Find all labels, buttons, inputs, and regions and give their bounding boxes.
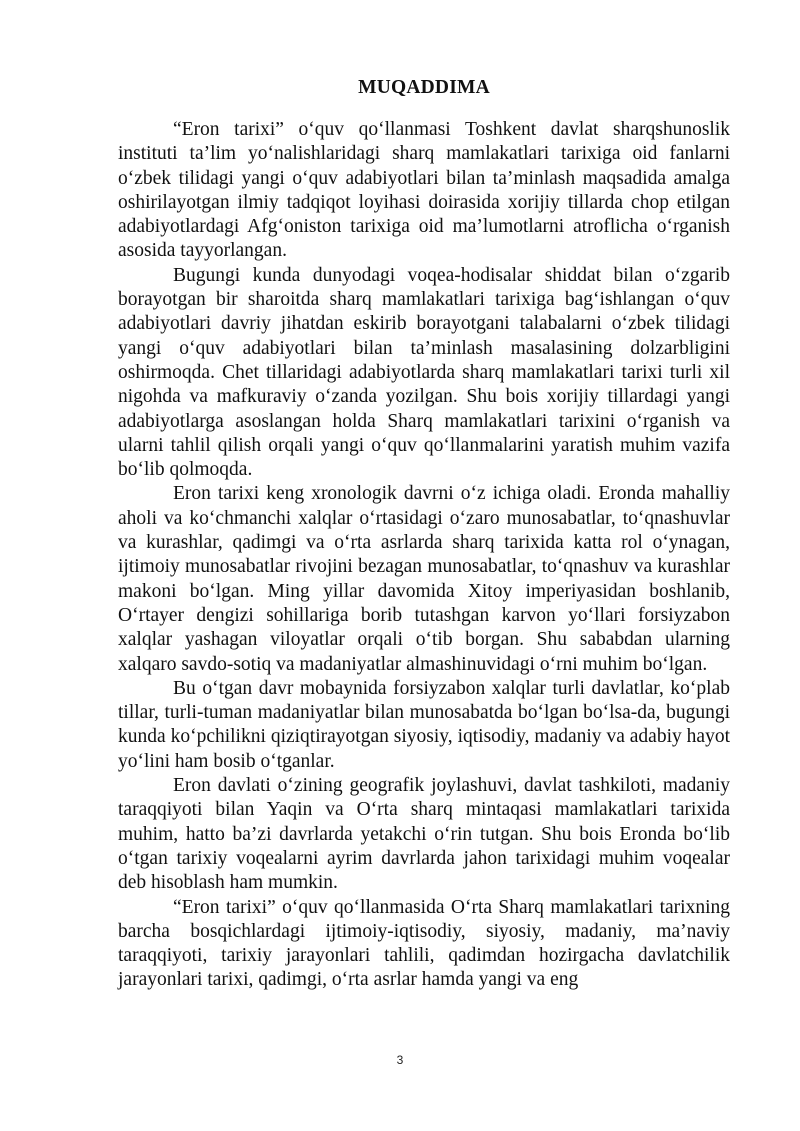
page-number: 3 xyxy=(396,1053,404,1067)
document-page xyxy=(118,74,730,993)
document-title: MUQADDIMA xyxy=(358,77,490,98)
paragraph-3: Eron tarixi keng xronologik davrni o‘z ichiga oladi. Eronda mahalliy aholi va ko‘chmanchi xalqlar o‘rtasidagi o‘zaro munosabatlar, to‘qnashuvlar va kurashlar, qadimgi va o‘rta asrlarda sharq tarixida katta rol o‘ynagan, ijtimoiy munosabatlar rivojini bezagan munosabatlar, to‘qnashuv va kurashlar makoni bo‘lgan. Ming yillar davomida Xitoy imperiyasidan boshlanib, O‘rtayer dengizi sohillariga borib tutashgan karvon yo‘llari forsiyzabon xalqlar yashagan viloyatlar orqali o‘tib borgan. Shu sababdan ularning xalqaro savdo-sotiq va madaniyatlar almashinuvidagi o‘rni muhim bo‘lgan. xyxy=(118,483,730,675)
paragraph-6: “Eron tarixi” o‘quv qo‘llanmasida O‘rta Sharq mamlakatlari tarixning barcha bosqichlardagi ijtimoiy-iqtisodiy, siyosiy, madaniy, ma’naviy taraqqiyoti, tarixiy jarayonlari tahlili, qadimdan hozirgacha davlatchilik jarayonlari tarixi, qadimgi, o‘rta asrlar hamda yangi va eng xyxy=(118,896,730,991)
paragraph-2: Bugungi kunda dunyodagi voqea-hodisalar shiddat bilan o‘zgarib borayotgan bir sharoitda sharq mamlakatlari tarixiga bag‘ishlangan o‘quv adabiyotlari davriy jihatdan eskirib borayotgani talabalarni o‘zbek tilidagi yangi o‘quv adabiyotlari bilan ta’minlash masalasining dolzarbligini oshirmoqda. Chet tillaridagi adabiyotlarda sharq mamlakatlari tarixi turli xil nigohda va mafkuraviy o‘zanda yozilgan. Shu bois xorijiy tillardagi yangi adabiyotlarga asoslangan holda Sharq mamlakatlari tarixini o‘rganish va ularni tahlil qilish orqali yangi o‘quv qo‘llanmalarini yaratish muhim vazifa bo‘lib qolmoqda. xyxy=(118,264,730,481)
paragraph-1: “Eron tarixi” o‘quv qo‘llanmasi Toshkent davlat sharqshunoslik instituti ta’lim yo‘nalishlaridagi sharq mamlakatlari tarixiga oid fanlarni o‘zbek tilidagi yangi o‘quv adabiyotlari bilan ta’minlash maqsadida amalga oshirilayotgan ilmiy tadqiqot loyihasi doirasida xorijiy tillarda chop etilgan adabiyotlardagi Afg‘oniston tarixiga oid ma’lumotlarni atroflicha o‘rganish asosida tayyorlangan. xyxy=(118,119,730,262)
paragraph-5: Eron davlati o‘zining geografik joylashuvi, davlat tashkiloti, madaniy taraqqiyoti bilan Yaqin va O‘rta sharq mintaqasi mamlakatlari tarixida muhim, hatto ba’zi davrlarda yetakchi o‘rin tutgan. Shu bois Eronda bo‘lib o‘tgan tarixiy voqealarni ayrim davrlarda jahon tarixidagi muhim voqealar deb hisoblash ham mumkin. xyxy=(118,775,730,894)
paragraph-4: Bu o‘tgan davr mobaynida forsiyzabon xalqlar turli davlatlar, ko‘plab tillar, turli-tuman madaniyatlar bilan munosabatda bo‘lgan bo‘lsa-da, bugungi kunda ko‘pchilikni qiziqtirayotgan siyosiy, iqtisodiy, madaniy va adabiy hayot yo‘lini ham bosib o‘tganlar. xyxy=(118,677,730,772)
